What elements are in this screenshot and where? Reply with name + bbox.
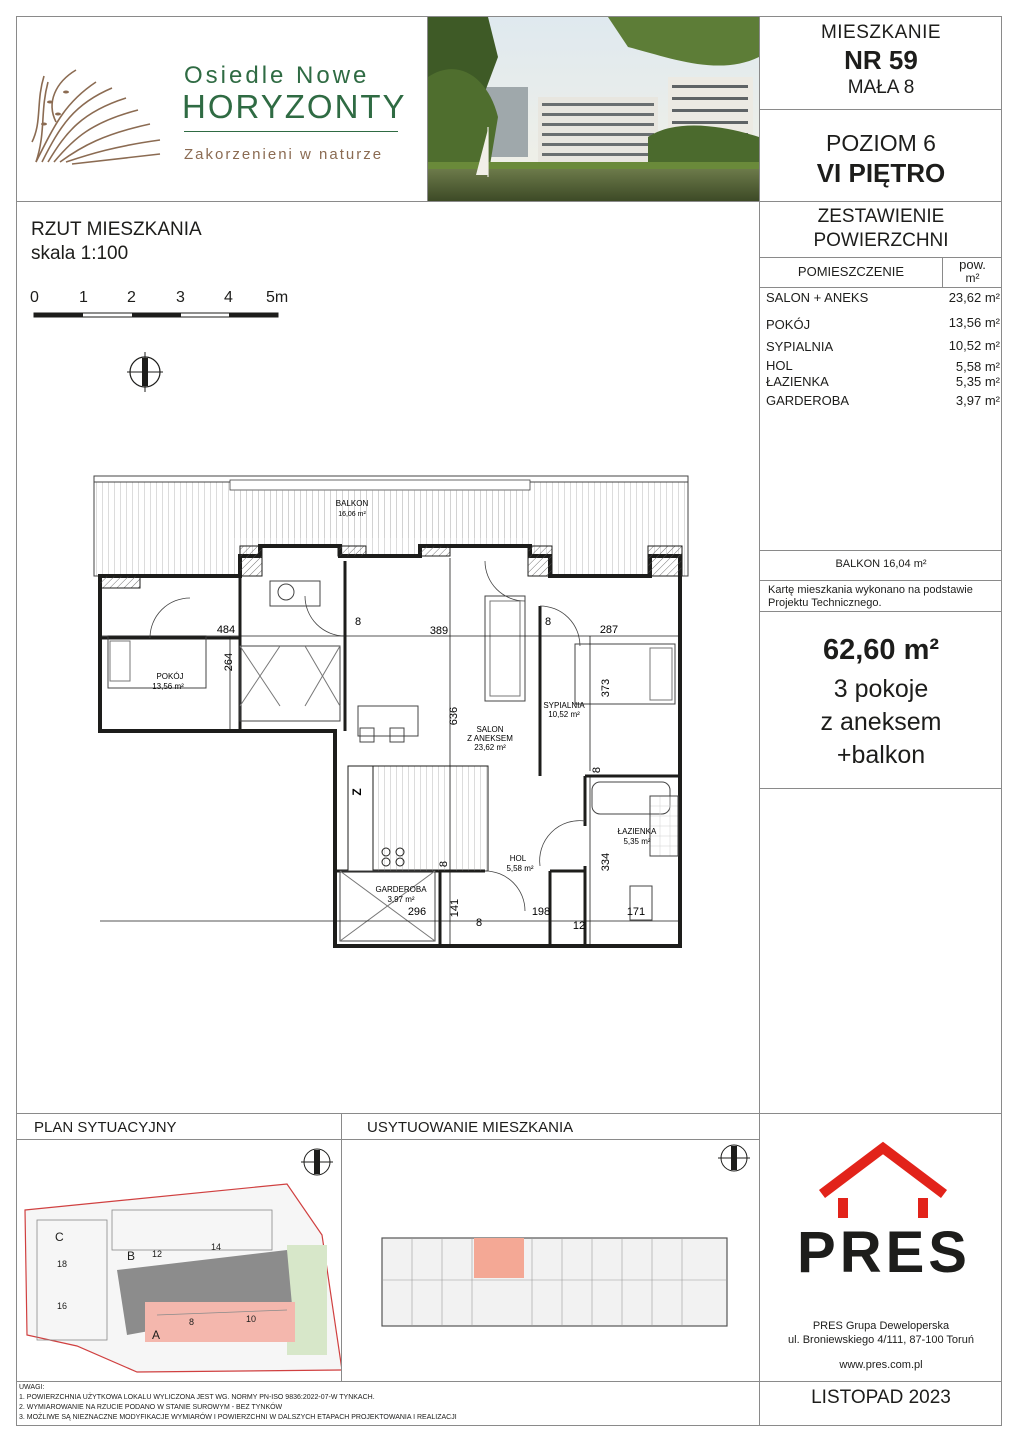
divider [759,611,1002,612]
balcony-note: +balkon [836,741,926,769]
building-rendering [428,17,759,201]
dimension-label: 484 [216,624,236,636]
garderoba-label: GARDEROBA [375,885,427,894]
garderoba-area: 3,97 m² [387,895,415,904]
room-area: 10,52 m² [948,338,1000,353]
dimension-label: 373 [600,678,612,698]
dimension-label: 8 [475,917,483,929]
dimension-label: 8 [354,616,362,628]
site-label: 16 [57,1301,68,1311]
plan-scale: skala 1:100 [31,243,129,264]
room-name: HOL [766,358,793,373]
dimension-label: 8 [544,616,552,628]
dimension-label: 389 [429,625,449,637]
divider [759,201,1002,202]
areas-title-1: ZESTAWIENIE [817,206,945,227]
divider [759,1381,1002,1382]
notes-title: UWAGI: [19,1384,45,1391]
scale-bar [28,289,298,323]
hol-label: HOL [509,854,527,863]
logo-line2: HORYZONTY [182,88,407,125]
divider [759,788,1002,789]
salon-label-1: SALON [476,725,504,734]
dimension-label: 636 [448,706,460,726]
floor-label: VI PIĘTRO [816,158,946,188]
document-date: LISTOPAD 2023 [811,1387,951,1408]
apartment-label: MIESZKANIE [820,22,942,43]
room-area: 23,62 m² [948,290,1000,305]
notes [19,1383,755,1423]
logo-tagline: Zakorzenieni w naturze [184,146,384,163]
note-item: 2. WYMIAROWANIE NA RZUCIE PODANO W STANIE SUROWYM - BEZ TYNKÓW [19,1404,283,1411]
divider [759,287,1002,288]
dimension-label: 198 [531,906,551,918]
house-roof-icon [818,1140,948,1220]
room-area: 5,35 m² [955,374,1000,389]
scale-tick-label: 2 [127,289,136,306]
scale-tick-label: 3 [176,289,185,306]
dimension-label: 171 [626,906,646,918]
site-plan-title: PLAN SYTUACYJNY [34,1119,177,1136]
scale-tick-label: 0 [30,289,39,306]
location-plan [342,1140,759,1381]
developer-name: PRES Grupa Deweloperska [812,1320,950,1332]
floor-plan [90,466,690,956]
divider [759,580,1002,581]
col-area-header-2: m² [965,271,980,285]
developer-website: www.pres.com.pl [839,1359,923,1371]
willow-tree-icon [26,62,166,172]
site-label: A [152,1328,161,1342]
dimension-label: 8 [591,766,603,774]
room-name: SALON + ANEKS [766,290,869,305]
site-label: 14 [211,1242,222,1252]
developer-brand: PRES [797,1220,971,1285]
areas-title-2: POWIERZCHNI [813,230,949,251]
site-label: 12 [152,1249,163,1259]
room-name: GARDEROBA [766,393,850,408]
street-address: MAŁA 8 [847,77,915,98]
north-arrow-icon [125,352,165,392]
ventilation-mark: Z [350,788,364,796]
scale-tick-label: 4 [224,289,233,306]
room-area: 3,97 m² [955,393,1000,408]
divider [16,201,759,202]
kitchenette-note: z aneksem [820,708,942,736]
logo [22,22,422,197]
site-label: 18 [57,1259,68,1269]
dimension-label: 287 [599,624,619,636]
level-label: POZIOM 6 [826,130,936,156]
location-title: USYTUOWANIE MIESZKANIA [367,1119,574,1136]
scale-tick-label: 1 [79,289,88,306]
sypialnia-area: 10,52 m² [548,710,580,719]
site-plan [17,1140,341,1381]
room-area: 5,58 m² [955,359,1000,374]
note-item: 1. POWIERZCHNIA UŻYTKOWA LOKALU WYLICZONA JEST WG. NORMY PN-ISO 9836:2022-07-W TYNKACH. [19,1394,375,1401]
dimension-label: 12 [572,920,586,932]
site-label: C [55,1230,64,1244]
col-room-header: POMIESZCZENIE [797,264,905,279]
divider [759,550,1002,551]
site-label: 10 [246,1314,257,1324]
site-label: 8 [189,1317,195,1327]
salon-label-2: Z ANEKSEM [467,734,513,743]
pokoj-area: 13,56 m² [152,682,184,691]
site-label: B [127,1249,136,1263]
sypialnia-label: SYPIALNIA [543,701,585,710]
scale-tick-label: 5m [266,289,289,306]
dimension-label: 296 [407,906,427,918]
plan-title: RZUT MIESZKANIA [31,219,202,240]
lazienka-area: 5,35 m² [623,837,651,846]
balcony-area: BALKON 16,04 m² [835,558,927,570]
room-name: ŁAZIENKA [766,374,829,389]
dimension-label: 264 [223,652,235,672]
logo-underline [184,131,398,132]
pokoj-label: POKÓJ [156,672,184,681]
rooms-count: 3 pokoje [833,675,929,703]
note-item: 3. MOŻLIWE SĄ NIEZNACZNE MODYFIKACJE WYMIARÓW I POWIERZCHNI W DALSZYCH ETAPACH PROJEKTOWANIA I REALIZACJI [19,1414,457,1421]
total-area: 62,60 m² [822,634,940,666]
room-area: 13,56 m² [948,315,1000,330]
balkon-area: 16,06 m² [338,511,366,518]
balkon-label: BALKON [335,499,369,508]
developer-address: ul. Broniewskiego 4/111, 87-100 Toruń [788,1334,974,1346]
divider [16,1113,1002,1114]
room-name: SYPIALNIA [766,339,834,354]
divider [759,109,1002,110]
apartment-number: NR 59 [844,45,918,75]
dimension-label: 141 [449,898,461,918]
dimension-label: 8 [438,860,450,868]
room-name: POKÓJ [766,317,811,332]
hol-area: 5,58 m² [506,864,534,873]
logo-line1: Osiedle Nowe [184,62,370,89]
lazienka-label: ŁAZIENKA [617,827,657,836]
dimension-label: 334 [600,852,612,872]
divider [16,1381,759,1382]
salon-area: 23,62 m² [474,743,506,752]
col-area-header-1: pow. [959,257,986,272]
technical-note: Kartę mieszkania wykonano na podstawie Projektu Technicznego. [768,584,973,609]
